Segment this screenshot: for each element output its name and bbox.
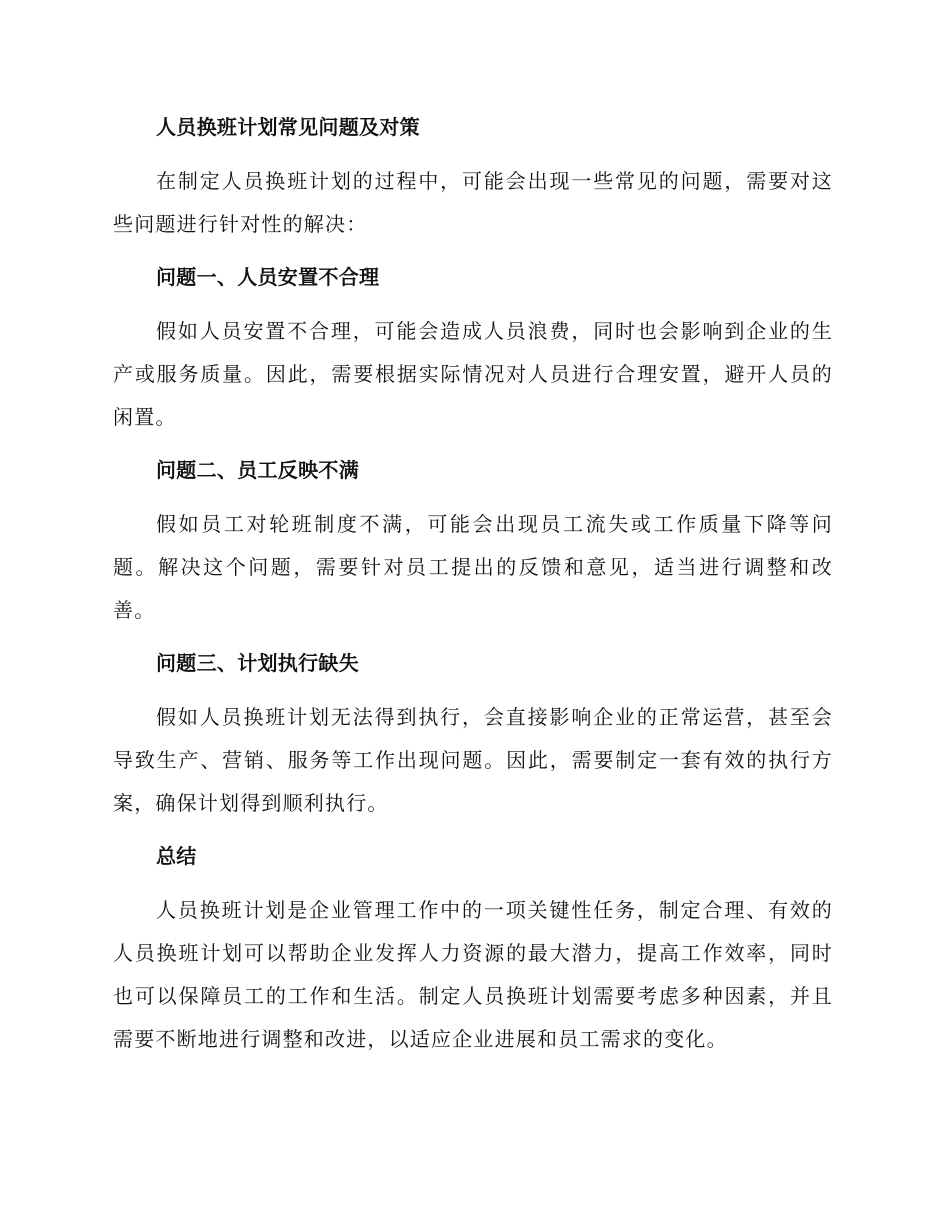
spacer [113,246,833,256]
section-heading-problem-2: 问题二、员工反映不满 [156,458,359,482]
section-heading-problem-1: 问题一、人员安置不合理 [156,265,380,289]
document-title: 人员换班计划常见问题及对策 [156,115,420,139]
section-heading-summary: 总结 [156,844,197,868]
section-body-problem-3: 假如人员换班计划无法得到执行，会直接影响企业的正常运营，甚至会导致生产、营销、服务等工作出现问题。因此，需要制定一套有效的执行方案，确保计划得到顺利执行。 [113,705,833,815]
spacer [113,439,833,449]
spacer [113,632,833,642]
spacer [113,684,833,696]
section-heading-problem-3: 问题三、计划执行缺失 [156,651,359,675]
spacer [113,491,833,503]
document-page [113,106,833,1061]
section-body-summary: 人员换班计划是企业管理工作中的一项关键性任务，制定合理、有效的人员换班计划可以帮助企业发挥人力资源的最大潜力，提高工作效率，同时也可以保障员工的工作和生活。制定人员换班计划需要考虑多种因素，并且需要不断地进行调整和改进，以适应企业进展和员工需求的变化。 [113,898,833,1051]
section-body-problem-2: 假如员工对轮班制度不满，可能会出现员工流失或工作质量下降等问题。解决这个问题，需要针对员工提出的反馈和意见，适当进行调整和改善。 [113,512,833,622]
intro-paragraph: 在制定人员换班计划的过程中，可能会出现一些常见的问题，需要对这些问题进行针对性的解决： [113,169,833,236]
spacer [113,298,833,310]
spacer [113,825,833,835]
section-body-problem-1: 假如人员安置不合理，可能会造成人员浪费，同时也会影响到企业的生产或服务质量。因此，需要根据实际情况对人员进行合理安置，避开人员的闲置。 [113,319,833,429]
spacer [113,148,833,160]
spacer [113,877,833,889]
